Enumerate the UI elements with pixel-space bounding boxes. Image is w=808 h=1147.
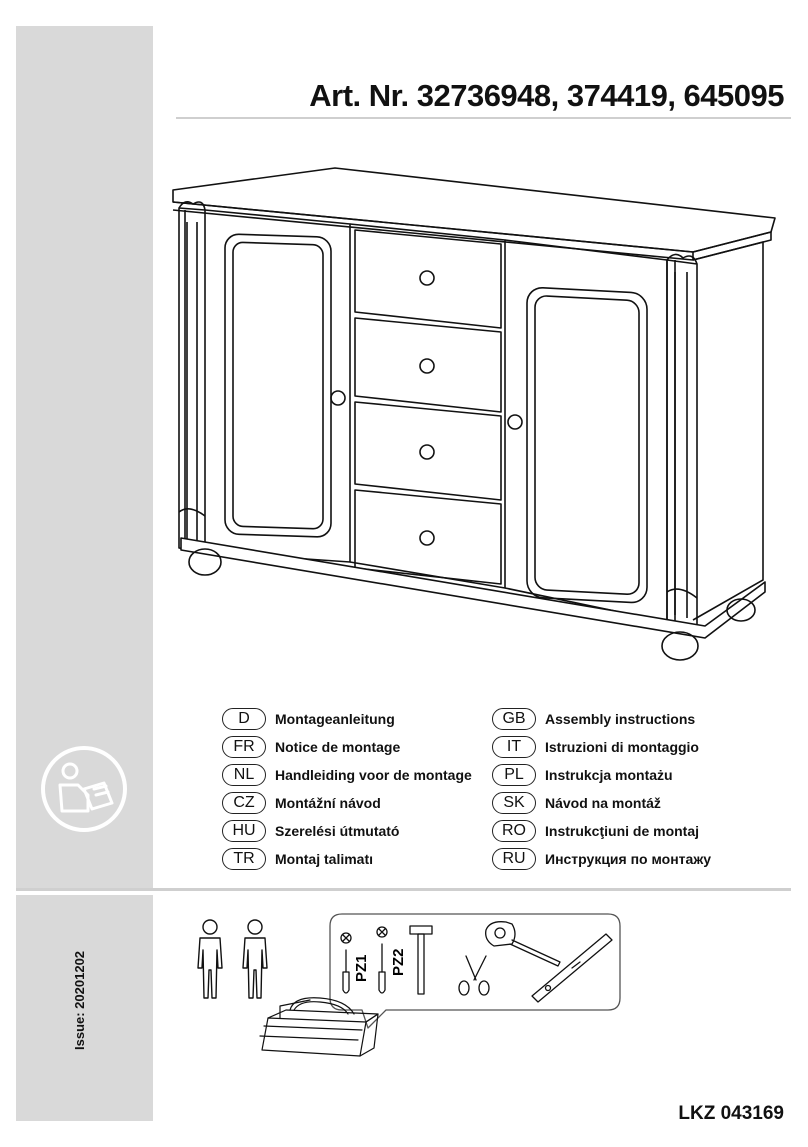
language-code-badge: D [222, 708, 266, 730]
title-rule [176, 117, 791, 119]
language-label: Szerelési útmutató [275, 823, 400, 839]
language-item [492, 733, 711, 761]
article-number-title: Art. Nr. 32736948, 374419, 645095 [309, 78, 784, 113]
language-label: Istruzioni di montaggio [545, 739, 699, 755]
pz2-label: PZ2 [390, 948, 407, 976]
language-item [222, 845, 472, 873]
language-label: Montageanleitung [275, 711, 395, 727]
language-code-badge: GB [492, 708, 536, 730]
sideboard-illustration [165, 160, 780, 665]
language-label: Montaj talimatı [275, 851, 374, 867]
language-label: Instrukcţiuni de montaj [545, 823, 700, 839]
language-item [222, 789, 472, 817]
language-item [222, 817, 472, 845]
tools-callout [250, 910, 625, 1060]
reading-manual-icon [40, 745, 128, 833]
language-item [492, 845, 711, 873]
language-item [492, 817, 711, 845]
language-code-badge: PL [492, 764, 536, 786]
language-label: Instrukcja montażu [545, 767, 673, 783]
language-code-badge: TR [222, 848, 266, 870]
language-item [222, 733, 472, 761]
language-code-badge: FR [222, 736, 266, 758]
section-divider [16, 888, 791, 891]
language-code-badge: HU [222, 820, 266, 842]
document-code: LKZ 043169 [678, 1103, 784, 1124]
language-item [492, 705, 711, 733]
language-label: Инструкция по монтажу [545, 851, 712, 867]
person-icon [198, 920, 222, 998]
language-code-badge: IT [492, 736, 536, 758]
language-item [222, 705, 472, 733]
language-label: Handleiding voor de montage [275, 767, 472, 783]
pz1-label: PZ1 [353, 954, 370, 982]
issue-date: Issue: 20201202 [72, 950, 87, 1050]
language-label: Návod na montáž [545, 795, 661, 811]
language-code-badge: RO [492, 820, 536, 842]
language-label: Assembly instructions [545, 711, 696, 727]
language-list-right [492, 705, 711, 873]
language-code-badge: RU [492, 848, 536, 870]
language-item [492, 761, 711, 789]
language-item [492, 789, 711, 817]
language-code-badge: SK [492, 792, 536, 814]
language-list-left [222, 705, 472, 873]
language-code-badge: CZ [222, 792, 266, 814]
language-label: Montážní návod [275, 795, 381, 811]
language-label: Notice de montage [275, 739, 401, 755]
language-item [222, 761, 472, 789]
language-code-badge: NL [222, 764, 266, 786]
